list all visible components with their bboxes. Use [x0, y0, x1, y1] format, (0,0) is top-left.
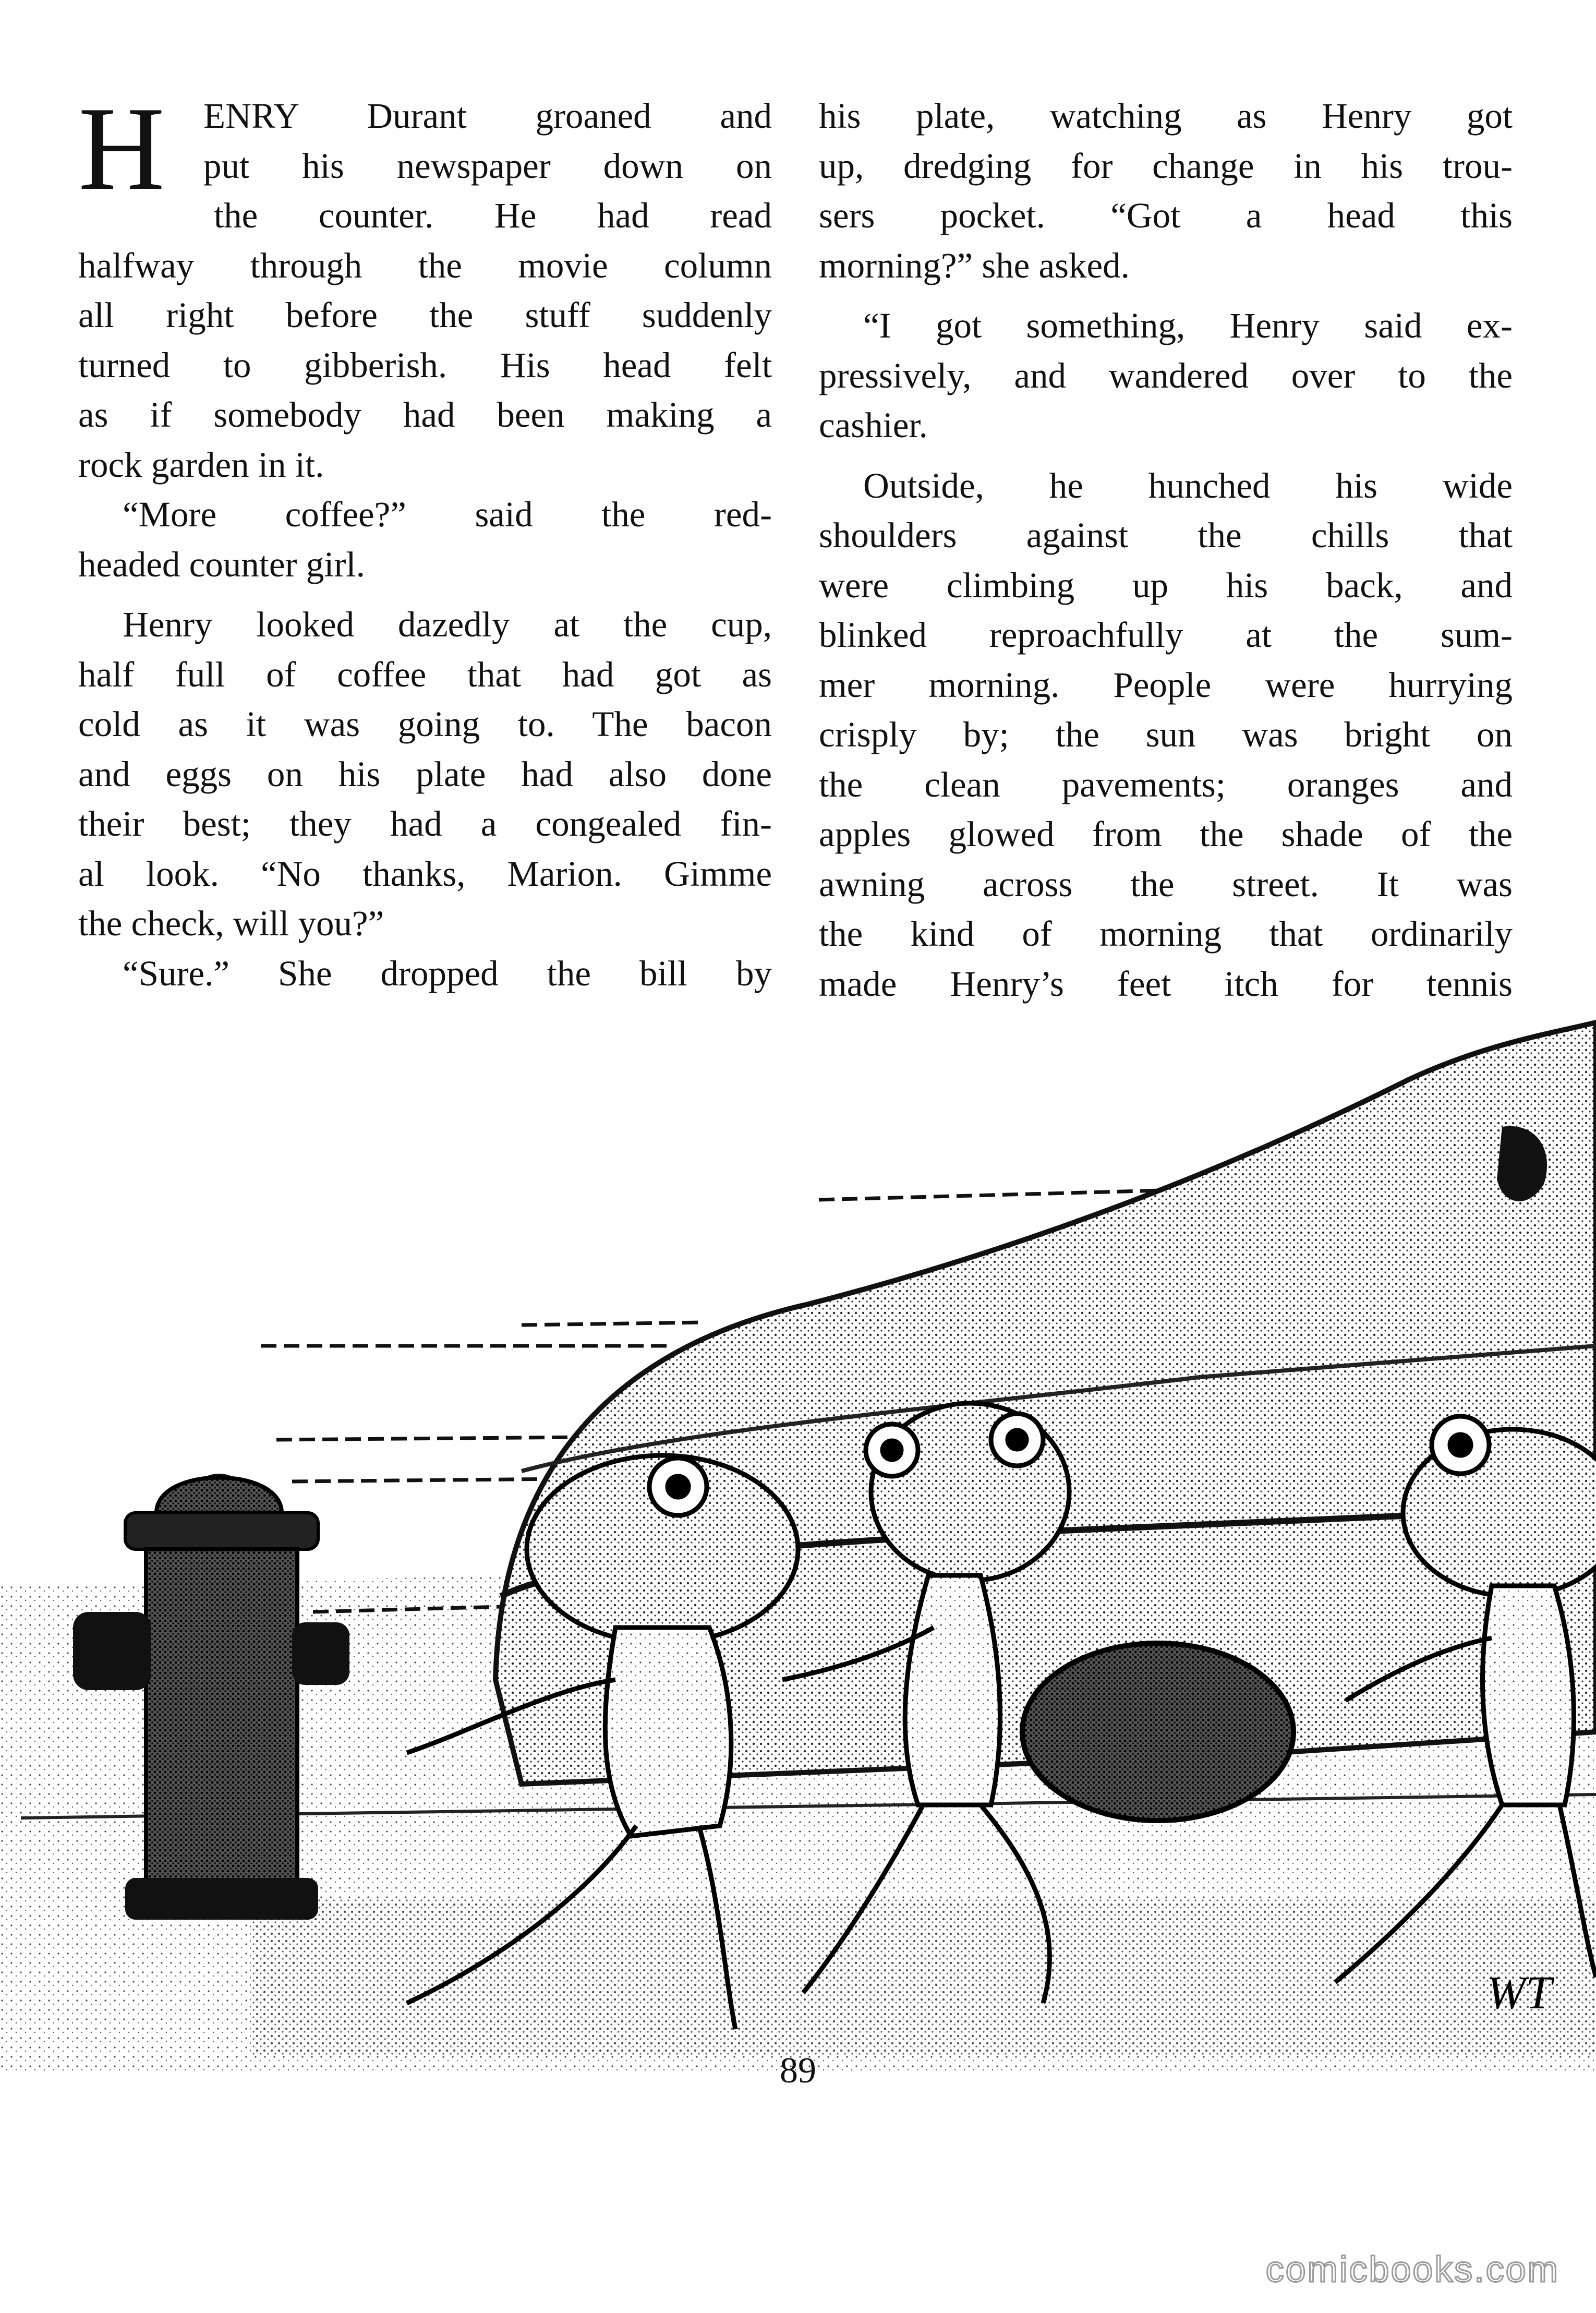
text-line: were climbing up his back, and	[819, 565, 1513, 605]
drop-cap: H	[78, 82, 165, 215]
text-line: halfway through the movie column	[78, 245, 772, 285]
paragraph	[78, 490, 772, 589]
text-line: sers pocket. “Got a head this	[819, 196, 1513, 235]
text-line: Outside, he hunched his wide	[863, 465, 1513, 505]
paragraph	[78, 949, 772, 999]
text-line: the kind of morning that ordinarily	[819, 914, 1513, 954]
text-line: half full of coffee that had got as	[78, 654, 772, 694]
text-line: the check, will you?”	[78, 903, 384, 943]
text-line: cold as it was going to. The bacon	[78, 704, 772, 744]
text-line: “I got something, Henry said ex-	[863, 306, 1513, 345]
text-line: ENRY Durant groaned and	[203, 96, 772, 136]
artist-signature: WT	[1486, 1967, 1552, 2019]
watermark: comicbooks.com	[1265, 2249, 1559, 2290]
text-line: apples glowed from the shade of the	[819, 814, 1513, 854]
text-line: and eggs on his plate had also done	[78, 754, 772, 794]
text-line: turned to gibberish. His head felt	[78, 345, 772, 385]
text-line: Henry looked dazedly at the cup,	[123, 605, 772, 644]
text-line: shoulders against the chills that	[819, 515, 1513, 555]
text-line: crisply by; the sun was bright on	[819, 715, 1513, 754]
text-line: made Henry’s feet itch for tennis	[819, 963, 1513, 1004]
text-line: their best; they had a congealed fin-	[78, 804, 772, 844]
paragraph	[819, 91, 1513, 291]
text-line: pressively, and wandered over to the	[819, 355, 1513, 395]
paragraph	[819, 301, 1513, 451]
paragraph	[819, 461, 1513, 1009]
text-line: morning?” she asked.	[819, 245, 1130, 285]
text-line: headed counter girl.	[78, 544, 365, 584]
page-number: 89	[780, 2051, 816, 2091]
text-line: as if somebody had been making a	[78, 395, 772, 435]
text-line: all right before the stuff suddenly	[78, 295, 772, 335]
text-line: “Sure.” She dropped the bill by	[123, 953, 772, 993]
text-line: up, dredging for change in his trou-	[819, 146, 1513, 186]
text-line: cashier.	[819, 405, 928, 445]
text-line: the counter. He had read	[214, 196, 772, 235]
text-line: “More coffee?” said the red-	[123, 495, 772, 534]
text-line: the clean pavements; oranges and	[819, 764, 1513, 804]
right-column	[819, 91, 1513, 1009]
left-column	[78, 82, 772, 998]
illustration-frogs-running	[0, 1012, 1596, 2071]
paragraph	[78, 600, 772, 949]
text-line: awning across the street. It was	[819, 864, 1513, 904]
text-line: mer morning. People were hurrying	[819, 665, 1513, 705]
text-line: al look. “No thanks, Marion. Gimme	[78, 853, 772, 894]
text-line: rock garden in it.	[78, 444, 324, 485]
text-line: put his newspaper down on	[203, 146, 772, 186]
text-line: his plate, watching as Henry got	[819, 96, 1513, 136]
text-line: blinked reproachfully at the sum-	[819, 615, 1513, 655]
paragraph-opening	[78, 82, 772, 490]
